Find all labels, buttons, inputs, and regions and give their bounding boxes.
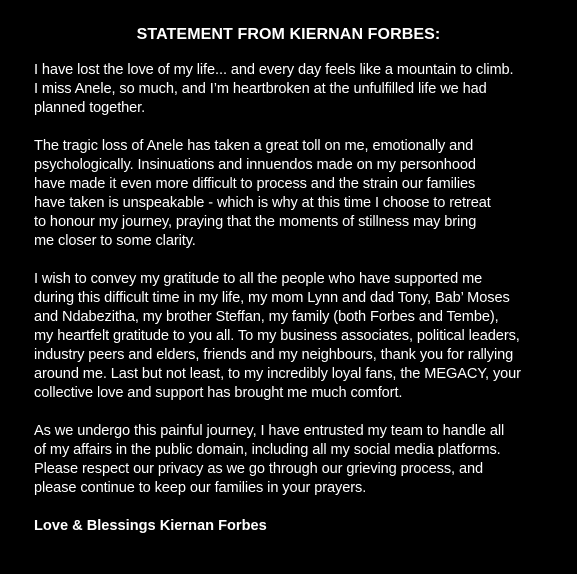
statement-paragraph-3: I wish to convey my gratitude to all the people who have supported me during this difficult time in my life, my mom Lynn and dad Tony, Bab’ Moses and Ndabezitha, my brother Steffan, my family (both Forbes and Tembe), my heartfelt gratitude to you all. To my business associates, political leaders, industry peers and elders, friends and my neighbours, thank you for rallying around me. Last but not least, to my incredibly loyal fans, the MEGACY, your collective love and support has brought me much comfort.	[34, 271, 521, 401]
statement-signoff: Love & Blessings Kiernan Forbes	[34, 518, 267, 534]
statement-document	[34, 25, 564, 536]
statement-paragraph-4: As we undergo this painful journey, I have entrusted my team to handle all of my affairs in the public domain, including all my social media platforms. Please respect our privacy as we go through our grieving process, and please continue to keep our families in your prayers.	[34, 423, 505, 496]
statement-title: STATEMENT FROM KIERNAN FORBES:	[136, 26, 441, 43]
statement-paragraph-1: I have lost the love of my life... and every day feels like a mountain to climb. I miss Anele, so much, and I’m heartbroken at the unfulfilled life we had planned together.	[34, 62, 514, 116]
statement-paragraph-2: The tragic loss of Anele has taken a great toll on me, emotionally and psychologically. Insinuations and innuendos made on my personhood have made it even more difficult to process and the strain our families have taken is unspeakable - which is why at this time I choose to retreat to honour my journey, praying that the moments of stillness may bring me closer to some clarity.	[34, 138, 491, 249]
